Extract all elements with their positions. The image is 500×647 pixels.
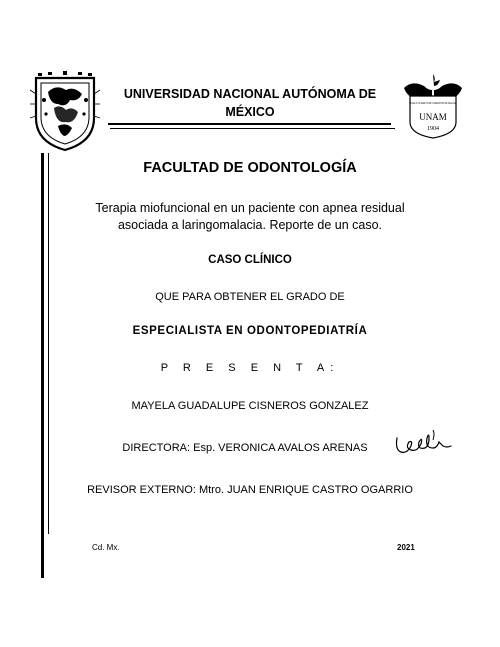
university-name <box>118 85 382 121</box>
header-rule-thin <box>110 128 395 129</box>
svg-text:UNAM: UNAM <box>419 112 447 122</box>
margin-rule-thick <box>41 153 44 578</box>
faculty-crest-logo <box>398 72 468 144</box>
degree-purpose: QUE PARA OBTENER EL GRADO DE <box>155 291 345 303</box>
degree-name: ESPECIALISTA EN ODONTOPEDIATRÍA <box>132 325 368 337</box>
document-type: CASO CLÍNICO <box>208 254 292 266</box>
thesis-title-line2: asociada a laringomalacia. Reporte de un caso. <box>117 218 383 232</box>
director-signature <box>393 428 455 460</box>
margin-rule-thin <box>48 153 49 534</box>
thesis-title-line1: Terapia miofuncional en un paciente con apnea residual <box>95 201 405 215</box>
author-name: MAYELA GUADALUPE CISNEROS GONZALEZ <box>131 400 369 412</box>
presents-label: P R E S E N T A: <box>160 362 340 374</box>
header-rule-thick <box>108 123 391 125</box>
director-line: DIRECTORA: Esp. VERONICA AVALOS ARENAS <box>122 442 368 454</box>
svg-text:1904: 1904 <box>427 126 439 132</box>
unam-seal-logo <box>26 70 104 152</box>
thesis-title <box>70 200 430 234</box>
university-name-line1: UNIVERSIDAD NACIONAL AUTÓNOMA DE <box>123 87 377 101</box>
external-reviewer-line: REVISOR EXTERNO: Mtro. JUAN ENRIQUE CASTRO OGARRIO <box>87 484 413 496</box>
year-label: 2021 <box>397 543 415 552</box>
svg-text:FACULTAD DE ODONTOLOGÍA: FACULTAD DE ODONTOLOGÍA <box>410 101 456 105</box>
university-name-line2: MÉXICO <box>225 105 275 119</box>
eagle-crest-icon <box>433 74 440 86</box>
place-label: Cd. Mx. <box>92 543 120 552</box>
faculty-name: FACULTAD DE ODONTOLOGÍA <box>143 160 357 176</box>
